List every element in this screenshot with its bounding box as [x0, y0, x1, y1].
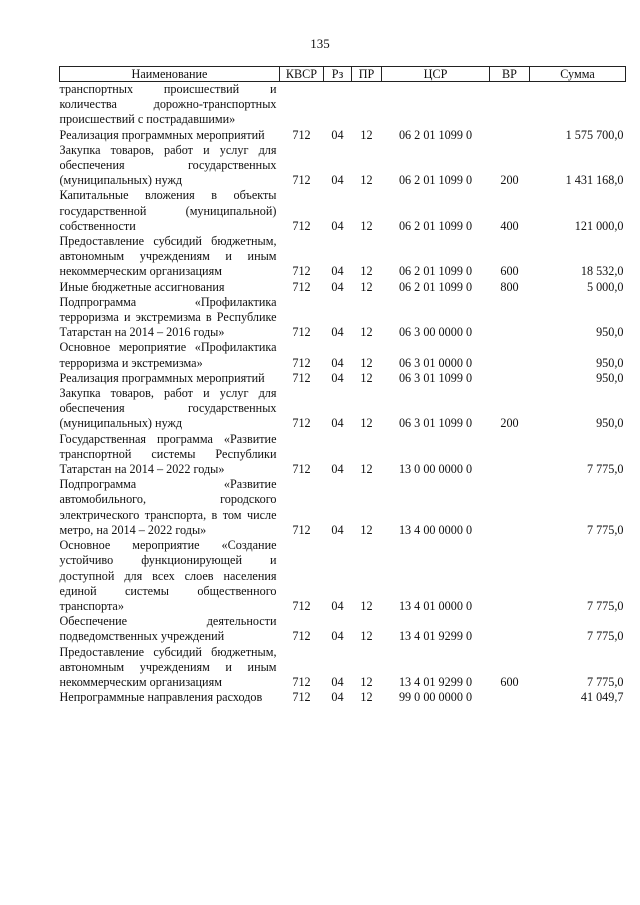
row-csr: 13 0 00 0000 0 [398, 462, 473, 477]
table-row [60, 295, 626, 341]
row-rz: 04 [331, 462, 344, 477]
row-name: Подпрограмма «Развитие автомобильного, городского электрического транспорта, в том числе метро, на 2014 – 2022 годы» [59, 477, 277, 537]
row-sum: 7 775,0 [586, 522, 624, 537]
row-vr [490, 690, 530, 705]
row-pr: 12 [360, 325, 373, 340]
row-pr: 12 [360, 173, 373, 188]
row-csr: 06 3 01 0000 0 [398, 355, 473, 370]
row-vr [490, 371, 530, 386]
row-name: Иные бюджетные ассигнования [59, 279, 225, 294]
row-pr [352, 82, 382, 128]
row-csr: 06 3 01 1099 0 [398, 416, 473, 431]
row-vr [490, 82, 530, 128]
row-kvsr: 712 [292, 674, 311, 689]
row-vr: 200 [500, 173, 519, 188]
table-row [60, 82, 626, 128]
row-kvsr: 712 [292, 416, 311, 431]
row-pr: 12 [360, 416, 373, 431]
row-name: Предоставление субсидий бюджетным, автономным учреждениям и иным некоммерческим организациям [59, 644, 277, 689]
table-row [60, 340, 626, 370]
row-kvsr: 712 [292, 264, 311, 279]
row-csr: 06 2 01 1099 0 [398, 279, 473, 294]
row-sum: 18 532,0 [580, 264, 624, 279]
row-name: Подпрограмма «Профилактика терроризма и экстремизма в Республике Татарстан на 2014 – 2016 годы» [59, 294, 277, 340]
row-csr: 06 2 01 1099 0 [398, 127, 473, 142]
row-sum: 7 775,0 [586, 462, 624, 477]
row-rz: 04 [331, 264, 344, 279]
row-vr [490, 340, 530, 370]
row-pr: 12 [360, 127, 373, 142]
row-vr [490, 477, 530, 538]
row-rz: 04 [331, 325, 344, 340]
header-rz: Рз [324, 67, 352, 82]
row-pr: 12 [360, 629, 373, 644]
row-name: Реализация программных мероприятий [59, 370, 265, 385]
row-kvsr: 712 [292, 522, 311, 537]
row-name: Обеспечение деятельности подведомственных учреждений [59, 614, 277, 644]
row-csr: 06 3 00 0000 0 [398, 325, 473, 340]
row-pr: 12 [360, 690, 373, 705]
row-name: Предоставление субсидий бюджетным, автономным учреждениям и иным некоммерческим организациям [59, 234, 277, 279]
table-row [60, 690, 626, 705]
row-pr: 12 [360, 264, 373, 279]
row-csr: 13 4 01 9299 0 [398, 629, 473, 644]
row-sum: 950,0 [596, 355, 624, 370]
row-vr [490, 538, 530, 614]
row-vr: 600 [500, 674, 519, 689]
row-pr: 12 [360, 218, 373, 233]
header-sum: Сумма [530, 67, 626, 82]
table-row [60, 188, 626, 234]
row-name: Закупка товаров, работ и услуг для обеспечения государственных (муниципальных) нужд [59, 386, 277, 431]
row-sum: 950,0 [596, 325, 624, 340]
row-pr: 12 [360, 462, 373, 477]
table-row [60, 386, 626, 432]
row-sum: 1 431 168,0 [565, 173, 624, 188]
header-kvsr: КВСР [280, 67, 324, 82]
header-pr: ПР [352, 67, 382, 82]
row-vr [490, 295, 530, 341]
row-csr: 06 3 01 1099 0 [398, 370, 473, 385]
row-name: Основное мероприятие «Создание устойчиво функционирующей и доступной для всех слоев населения единой системы общественного транспорта» [59, 538, 277, 613]
row-kvsr: 712 [292, 690, 311, 705]
row-csr: 13 4 00 0000 0 [398, 522, 473, 537]
table-row [60, 477, 626, 538]
row-sum: 7 775,0 [586, 598, 624, 613]
row-pr: 12 [360, 279, 373, 294]
row-rz: 04 [331, 127, 344, 142]
row-kvsr: 712 [292, 127, 311, 142]
row-sum: 950,0 [596, 416, 624, 431]
row-rz: 04 [331, 279, 344, 294]
row-pr: 12 [360, 598, 373, 613]
row-vr [490, 432, 530, 478]
page-number: 135 [310, 36, 330, 51]
row-name: Реализация программных мероприятий [59, 127, 265, 142]
row-csr: 99 0 00 0000 0 [398, 690, 473, 705]
row-name: Непрограммные направления расходов [59, 690, 263, 705]
row-vr: 600 [500, 264, 519, 279]
row-rz: 04 [331, 218, 344, 233]
row-rz: 04 [331, 629, 344, 644]
row-vr: 800 [500, 279, 519, 294]
row-sum [530, 82, 626, 128]
row-sum: 5 000,0 [586, 279, 624, 294]
table-row [60, 432, 626, 478]
table-row [60, 371, 626, 386]
row-vr: 200 [500, 416, 519, 431]
row-name: Закупка товаров, работ и услуг для обеспечения государственных (муниципальных) нужд [59, 142, 277, 188]
row-csr: 06 2 01 1099 0 [398, 264, 473, 279]
row-name: Капитальные вложения в объекты государственной (муниципальной) собственности [59, 188, 277, 233]
row-csr [382, 82, 490, 128]
row-rz: 04 [331, 416, 344, 431]
row-csr: 13 4 01 9299 0 [398, 674, 473, 689]
header-vr: ВР [490, 67, 530, 82]
table-row [60, 128, 626, 143]
row-csr: 13 4 01 0000 0 [398, 598, 473, 613]
table-header-row [60, 67, 626, 82]
row-rz: 04 [331, 690, 344, 705]
row-kvsr [280, 82, 324, 128]
row-vr [490, 128, 530, 143]
row-csr: 06 2 01 1099 0 [398, 173, 473, 188]
row-pr: 12 [360, 522, 373, 537]
row-kvsr: 712 [292, 355, 311, 370]
table-row [60, 645, 626, 691]
row-rz [324, 82, 352, 128]
row-pr: 12 [360, 355, 373, 370]
row-sum: 121 000,0 [574, 218, 624, 233]
row-name: Государственная программа «Развитие транспортной системы Республики Татарстан на 2014 – 2022 годы» [59, 431, 277, 477]
table-row [60, 234, 626, 280]
row-sum: 950,0 [596, 370, 624, 385]
row-pr: 12 [360, 674, 373, 689]
row-kvsr: 712 [292, 173, 311, 188]
row-kvsr: 712 [292, 462, 311, 477]
row-rz: 04 [331, 370, 344, 385]
row-vr: 400 [500, 218, 519, 233]
row-sum: 1 575 700,0 [565, 127, 624, 142]
row-csr: 06 2 01 1099 0 [398, 218, 473, 233]
row-kvsr: 712 [292, 598, 311, 613]
table-row [60, 143, 626, 189]
budget-table [59, 66, 626, 705]
row-rz: 04 [331, 598, 344, 613]
row-kvsr: 712 [292, 370, 311, 385]
row-kvsr: 712 [292, 629, 311, 644]
row-rz: 04 [331, 355, 344, 370]
row-sum: 41 049,7 [580, 690, 624, 705]
row-name: Основное мероприятие «Профилактика терроризма и экстремизма» [59, 340, 277, 370]
row-name: транспортных происшествий и количества дорожно-транспортных происшествий с пострадавшими» [59, 82, 277, 127]
row-rz: 04 [331, 522, 344, 537]
table-row [60, 614, 626, 644]
row-kvsr: 712 [292, 218, 311, 233]
table-row [60, 538, 626, 614]
header-csr: ЦСР [382, 67, 490, 82]
row-vr [490, 614, 530, 644]
header-name: Наименование [60, 67, 280, 82]
table-row [60, 280, 626, 295]
row-sum: 7 775,0 [586, 674, 624, 689]
row-sum: 7 775,0 [586, 629, 624, 644]
row-pr: 12 [360, 370, 373, 385]
row-kvsr: 712 [292, 279, 311, 294]
row-kvsr: 712 [292, 325, 311, 340]
row-rz: 04 [331, 173, 344, 188]
row-rz: 04 [331, 674, 344, 689]
